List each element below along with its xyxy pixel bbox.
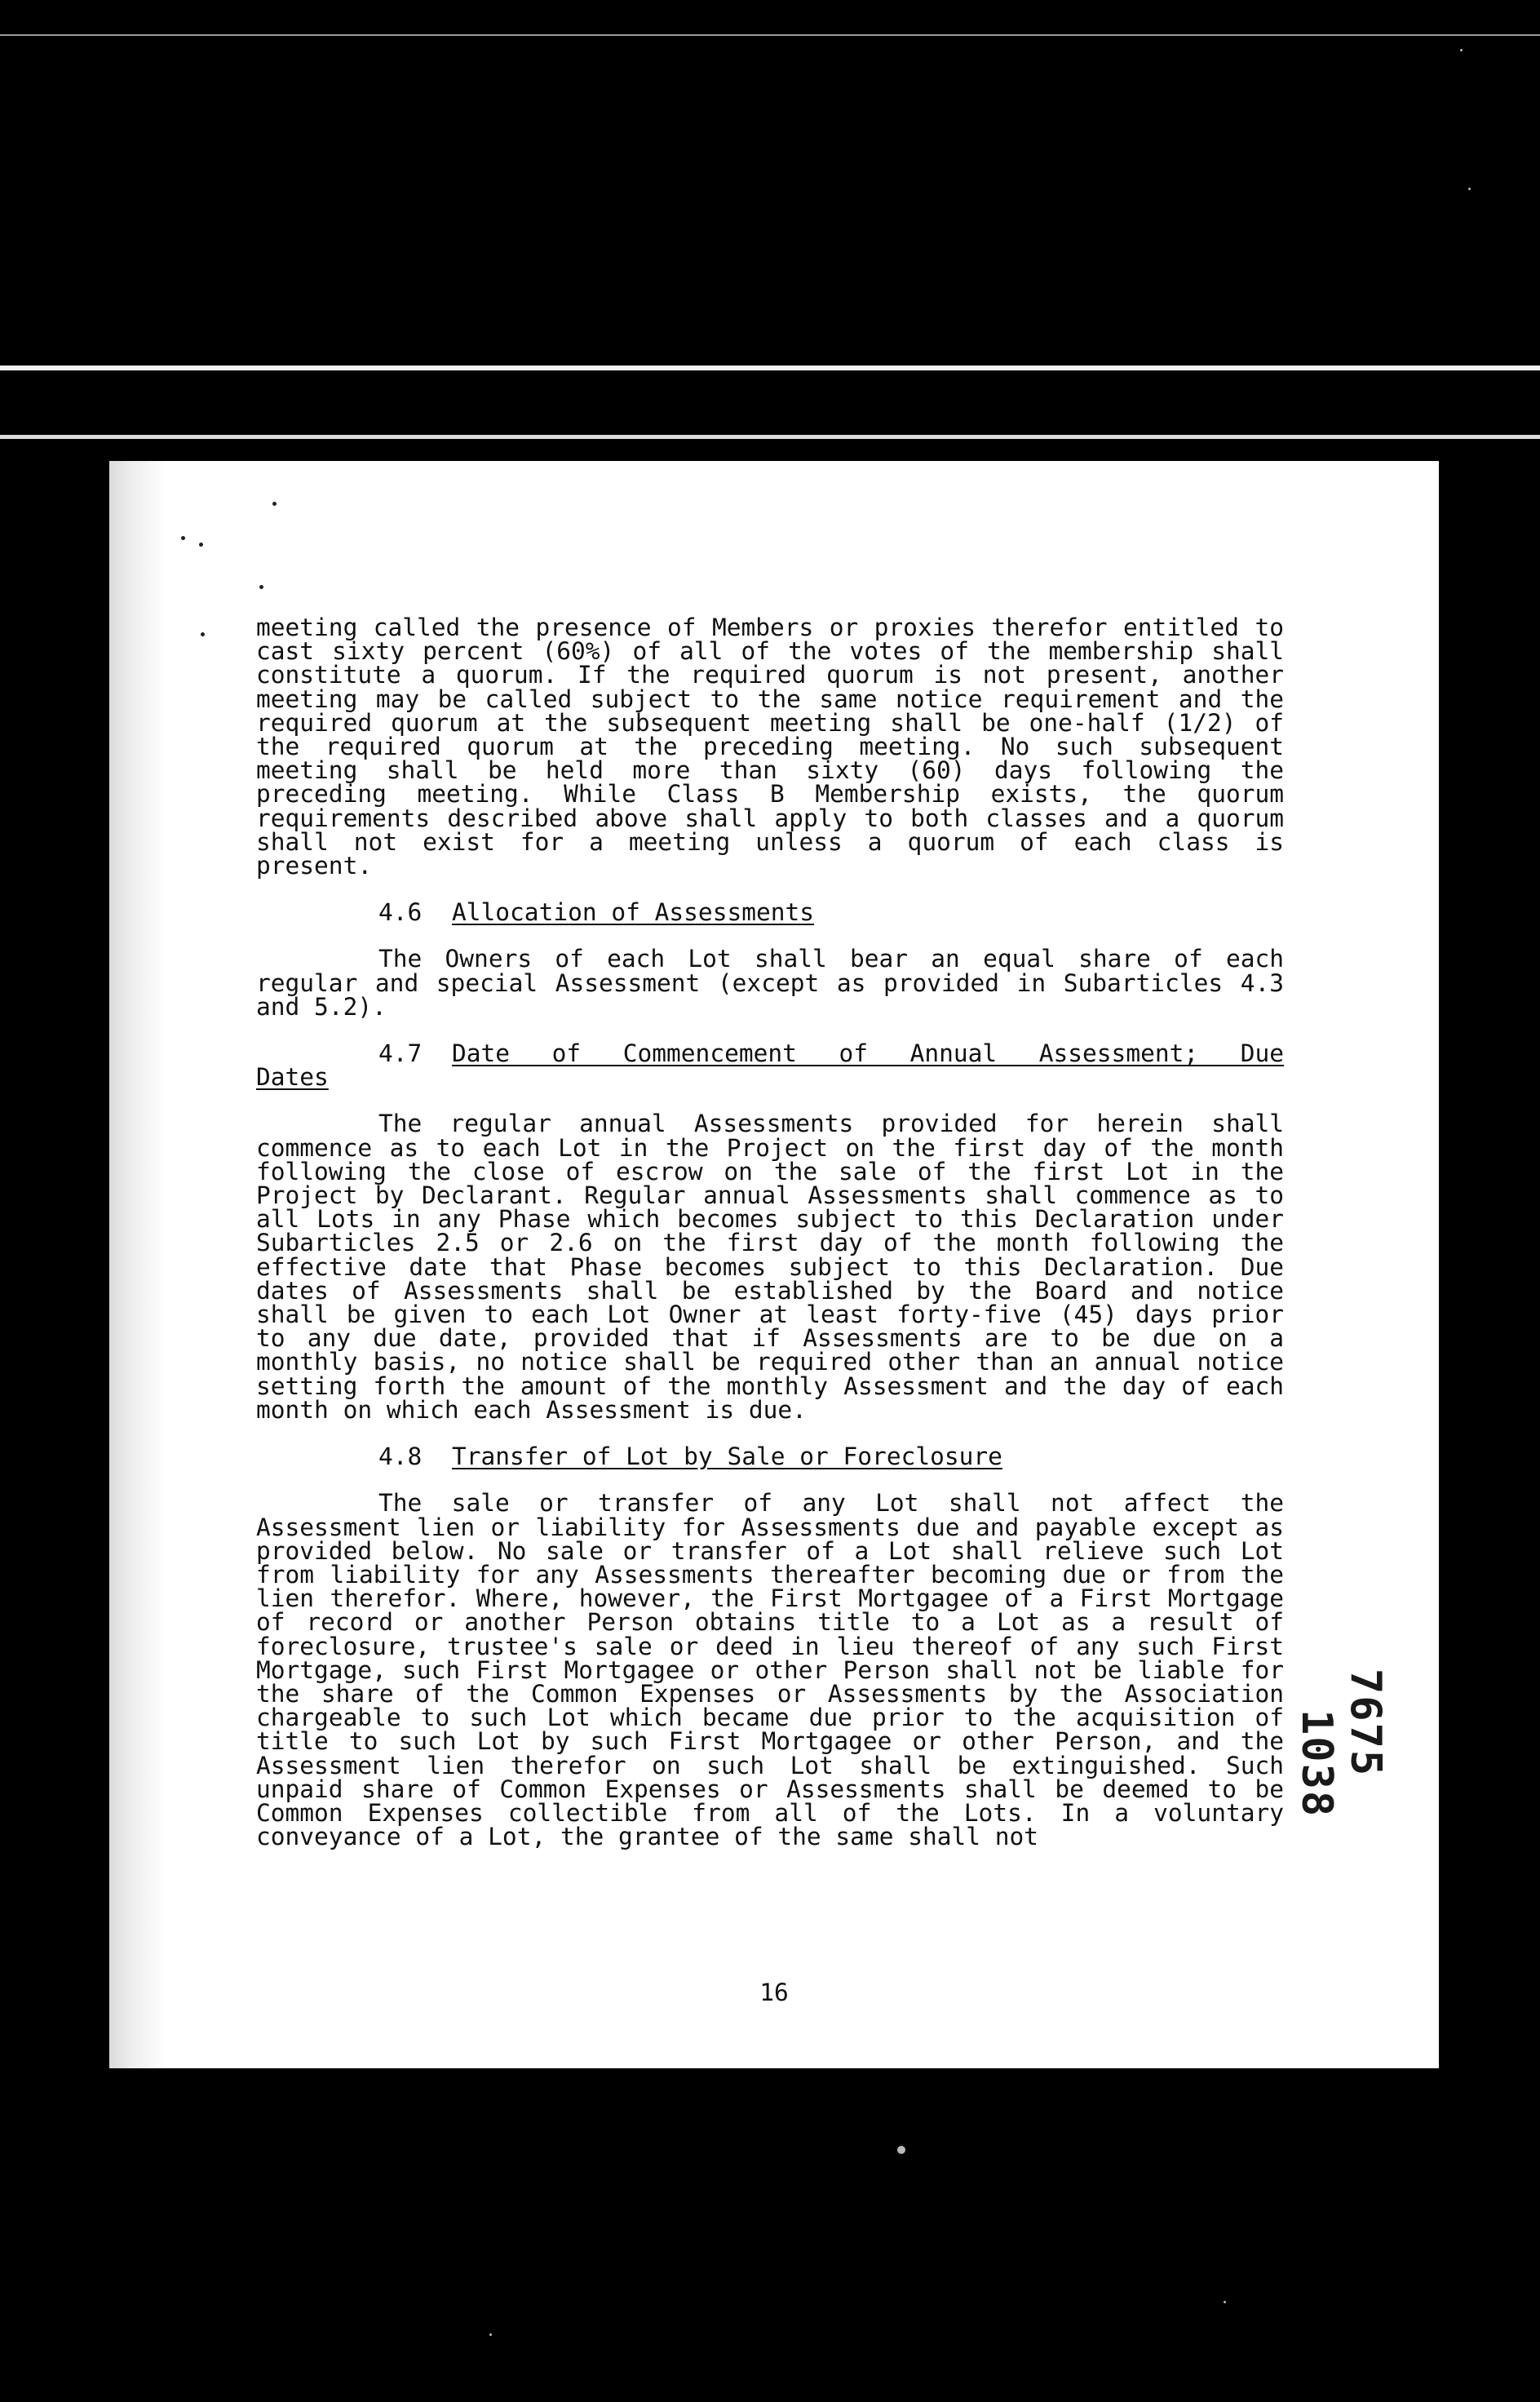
scan-speck bbox=[1224, 2301, 1226, 2303]
scan-artifact-line bbox=[0, 366, 1540, 370]
scan-speck bbox=[272, 502, 277, 506]
section-title: Transfer of Lot by Sale or Foreclosure bbox=[452, 1443, 1002, 1471]
recording-book-number: 7675 bbox=[1341, 1669, 1390, 1778]
section-title-continued: Dates bbox=[256, 1063, 329, 1092]
scan-speck bbox=[259, 585, 263, 589]
section-title: Date of Commencement of Annual Assessment; Due bbox=[452, 1039, 1284, 1068]
scan-artifact-line bbox=[0, 34, 1540, 36]
document-body bbox=[256, 616, 1284, 1849]
scan-artifact-line bbox=[0, 435, 1540, 439]
recording-page-number: 1038 bbox=[1292, 1709, 1341, 1819]
intro-paragraph: meeting called the presence of Members or proxies therefor entitled to cast sixty percent (60%) of all of the votes of the membership shall constitute a quorum. If the required quorum is not present, another meeting may be called subject to the same notice requirement and the required quorum at the subsequent meeting shall be one-half (1/2) of the required quorum at the preceding meeting. No such subsequent meeting shall be held more than sixty (60) days following the preceding meeting. While Class B Membership exists, the quorum requirements described above shall apply to both classes and a quorum shall not exist for a meeting unless a quorum of each class is present. bbox=[256, 614, 1284, 880]
scan-speck bbox=[1460, 49, 1463, 51]
scan-speck bbox=[201, 632, 205, 636]
section-heading-4-6 bbox=[256, 898, 1284, 927]
recording-stamp bbox=[1292, 1669, 1390, 1979]
section-number: 4.7 bbox=[378, 1039, 423, 1068]
scan-speck bbox=[181, 536, 185, 540]
page-number: 16 bbox=[759, 1979, 789, 2006]
section-title: Allocation of Assessments bbox=[452, 898, 815, 927]
section-number: 4.6 bbox=[378, 898, 423, 927]
page-scan-edge bbox=[109, 461, 166, 2068]
section-number: 4.8 bbox=[378, 1443, 423, 1471]
section-body-4-7: The regular annual Assessments provided for herein shall commence as to each Lot in the Project on the first day of the month following the close of escrow on the sale of the first Lot in the Project by Declarant. Regular annual Assessments shall commence as to all Lots in any Phase which becomes subject to this Declaration under Subarticles 2.5 or 2.6 on the first day of the month following the effective date that Phase becomes subject to this Declaration. Due dates of Assessments shall be established by the Board and notice shall be given to each Lot Owner at least forty-five (45) days prior to any due date, provided that if Assessments are to be due on a monthly basis, no notice shall be required other than an annual notice setting forth the amount of the monthly Assessment and the day of each month on which each Assessment is due. bbox=[256, 1110, 1284, 1424]
scan-speck bbox=[1468, 188, 1471, 190]
scan-speck bbox=[897, 2146, 905, 2154]
scan-speck bbox=[199, 543, 203, 547]
section-heading-4-8 bbox=[256, 1445, 1284, 1469]
section-body-4-6: The Owners of each Lot shall bear an equal share of each regular and special Assessment (except as provided in Subarticles 4.3 and 5.2). bbox=[256, 945, 1284, 1021]
document-page bbox=[109, 461, 1439, 2068]
scan-speck bbox=[489, 2333, 492, 2336]
section-heading-4-7 bbox=[256, 1039, 1284, 1092]
section-body-4-8: The sale or transfer of any Lot shall not affect the Assessment lien or liability for Assessments due and payable except as provided below. No sale or transfer of a Lot shall relieve such Lot from liability for any Assessments thereafter becoming due or from the lien therefor. Where, however, the First Mortgagee of a First Mortgage of record or another Person obtains title to a Lot as a result of foreclosure, trustee's sale or deed in lieu thereof of any such First Mortgage, such First Mortgagee or other Person shall not be liable for the share of the Common Expenses or Assessments by the Association chargeable to such Lot which became due prior to the acquisition of title to such Lot by such First Mortgagee or other Person, and the Assessment lien therefor on such Lot shall be extinguished. Such unpaid share of Common Expenses or Assessments shall be deemed to be Common Expenses collectible from all of the Lots. In a voluntary conveyance of a Lot, the grantee of the same shall not bbox=[256, 1489, 1284, 1851]
